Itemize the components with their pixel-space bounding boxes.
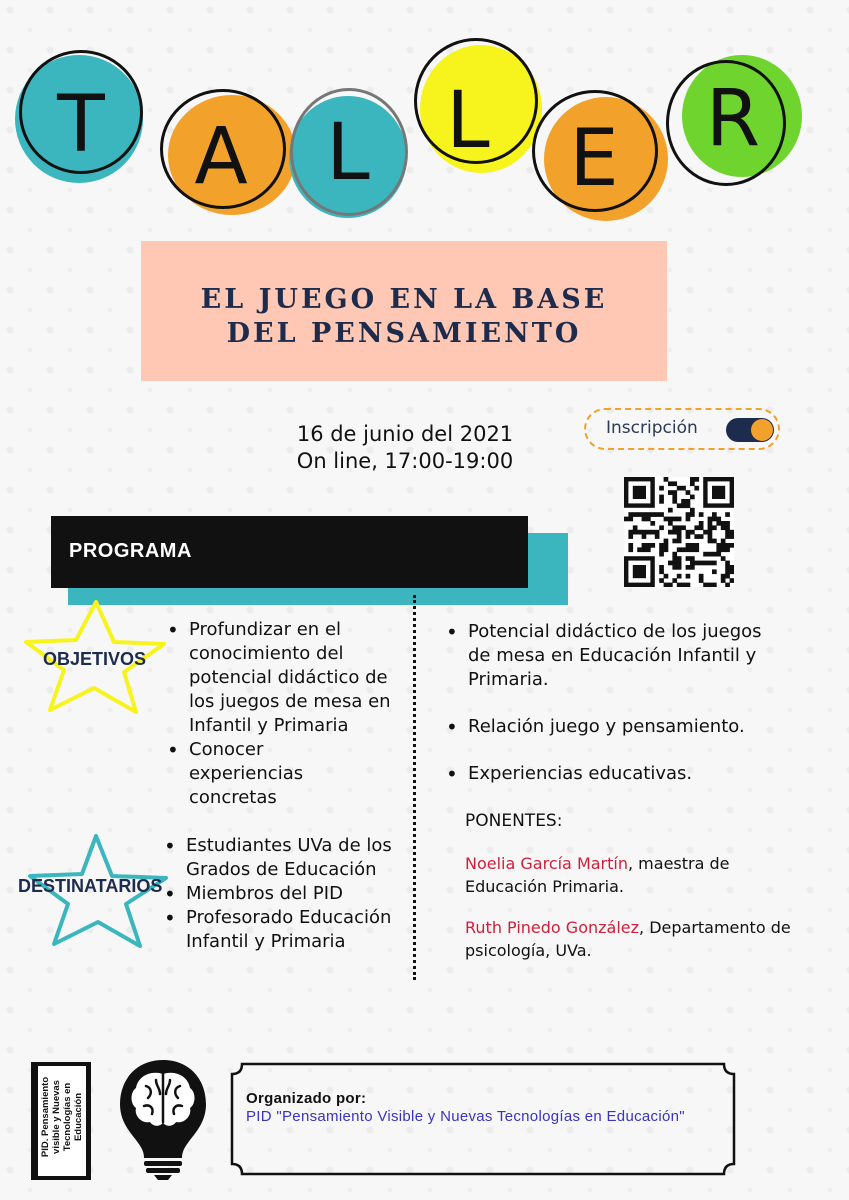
title-letter-r: R [705,74,761,164]
event-time: On line, 17:00-19:00 [296,449,514,473]
subtitle-line-2: DEL PENSAMIENTO [226,318,582,349]
title-letter-l2: L [446,76,490,166]
title-letter-t: T [57,80,105,170]
objetivos-label: OBJETIVOS [43,649,147,669]
organizer-name: PID "Pensamiento Visible y Nuevas Tecnologías en Educación" [246,1108,685,1125]
title-letter-l1: L [326,108,370,198]
lightbulb-brain-icon [116,1058,210,1182]
toggle-knob [751,419,773,441]
pid-logo-text: PID. Pensamiento visible y Nuevas Tecnologías en Educación [40,1076,84,1158]
subtitle-banner [141,241,667,381]
ponentes-title: PONENTES: [465,811,563,831]
list-item: • Profesorado Educación Infantil y Primaria [160,906,410,954]
speaker-role: , maestra de Educación Primaria. [465,854,730,896]
column-divider [413,595,416,980]
speaker-name: Ruth Pinedo González [465,918,640,937]
list-item: • Potencial didáctico de los juegos de mesa en Educación Infantil y Primaria. [442,620,787,692]
title-letter-e: E [569,114,619,204]
subtitle-line-1: EL JUEGO EN LA BASE [200,284,608,315]
list-item: • Conocer experiencias concretas [163,738,329,810]
contents-list [442,620,787,809]
objetivos-list [163,618,408,810]
registration-button[interactable] [584,408,780,450]
subtitle-title [141,283,667,351]
speaker-2 [465,916,815,962]
title-letter-a: A [194,112,248,202]
list-item: • Relación juego y pensamiento. [442,715,787,739]
speaker-name: Noelia García Martín [465,854,628,873]
programa-header [51,516,528,588]
qr-code-icon[interactable] [624,477,734,587]
toggle-icon [726,418,774,442]
destinatarios-label: DESTINATARIOS [18,876,163,896]
list-item: • Profundizar en el conocimiento del potencial didáctico de los juegos de mesa en Infantil y Primaria [163,618,408,738]
list-item: • Estudiantes UVa de los Grados de Educación [160,834,410,882]
speaker-1 [465,852,815,898]
organizer-title: Organizado por: [246,1090,367,1107]
list-item: • Miembros del PID [160,882,410,906]
registration-label: Inscripción [606,418,698,438]
destinatarios-list [160,834,410,954]
speaker-role: , Departamento de psicología, UVa. [465,918,791,960]
list-item: • Experiencias educativas. [442,762,787,786]
programa-title: PROGRAMA [69,540,192,562]
event-date: 16 de junio del 2021 [296,422,514,446]
